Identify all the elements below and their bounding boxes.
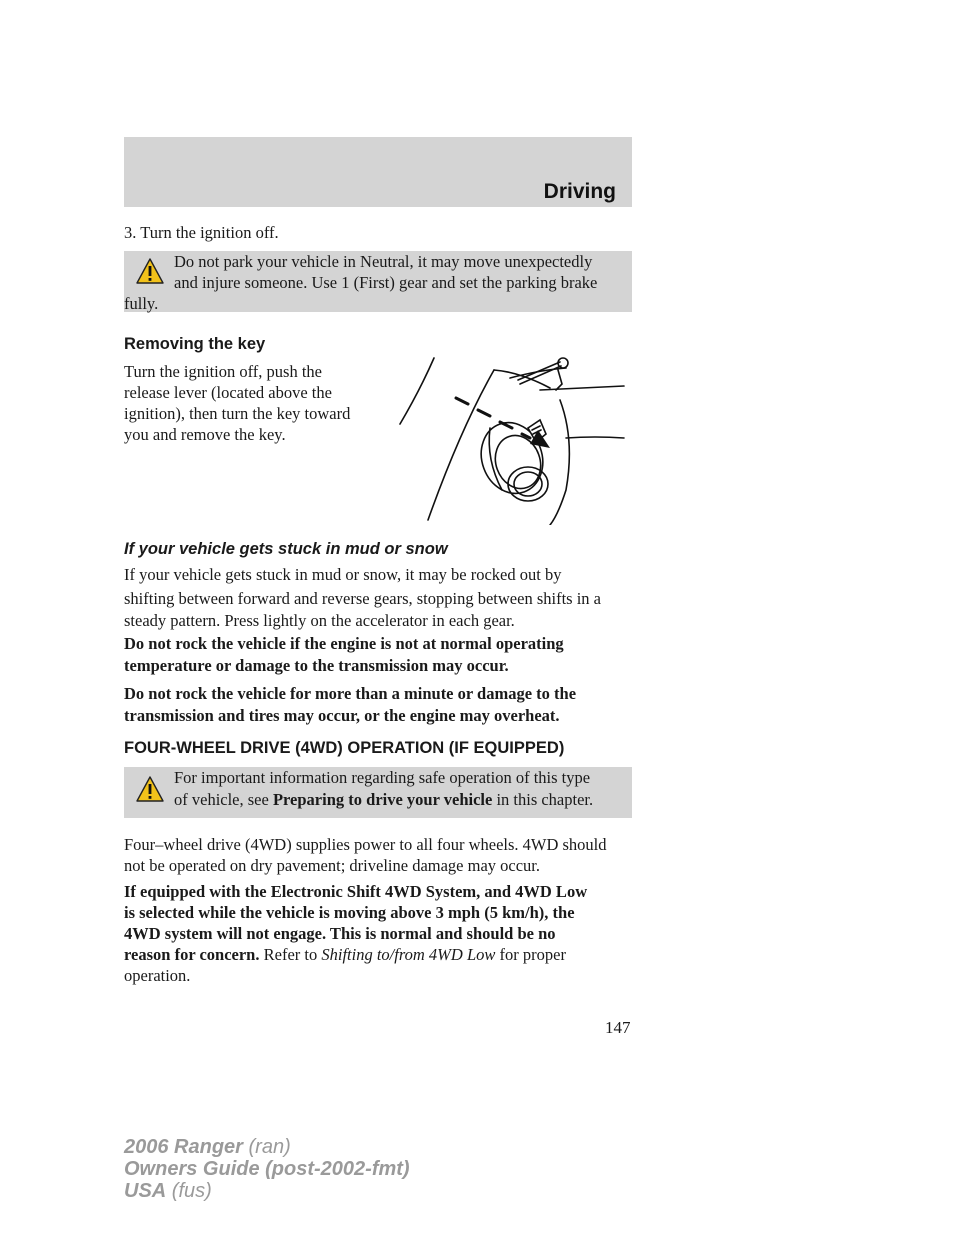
step-3-text: 3. Turn the ignition off. — [124, 223, 279, 242]
warning-line: and injure someone. Use 1 (First) gear and set the parking brake — [174, 273, 598, 292]
text: for proper — [495, 945, 566, 964]
bold-paragraph-line: 4WD system will not engage. This is normal and should be no — [124, 924, 556, 943]
footer-market — [124, 1180, 212, 1202]
bold-paragraph-line: If equipped with the Electronic Shift 4WD System, and 4WD Low — [124, 882, 588, 901]
warning-line — [174, 789, 593, 811]
footer-model — [124, 1136, 291, 1158]
footer-model-code: (ran) — [242, 1136, 291, 1158]
paragraph-line: Turn the ignition off, push the — [124, 362, 323, 381]
footer-guide-name: Owners Guide (post-2002-fmt) — [124, 1158, 410, 1180]
section-heading-removing-key: Removing the key — [124, 335, 266, 353]
footer-model-name: 2006 Ranger — [124, 1136, 243, 1158]
section-title: Driving — [543, 180, 616, 203]
warning-triangle-icon — [136, 776, 164, 802]
bold-paragraph-line: is selected while the vehicle is moving above 3 mph (5 km/h), the — [124, 903, 575, 922]
paragraph-line: shifting between forward and reverse gears, stopping between shifts in a — [124, 589, 601, 608]
bold-warning-line: Do not rock the vehicle if the engine is not at normal operating — [124, 634, 564, 653]
footer-guide — [124, 1158, 410, 1180]
paragraph-line: operation. — [124, 966, 191, 985]
paragraph-line: you and remove the key. — [124, 425, 286, 444]
warning-text: in this chapter. — [492, 790, 594, 809]
page-number: 147 — [605, 1018, 631, 1037]
warning-triangle-icon — [136, 258, 164, 284]
warning-line: For important information regarding safe operation of this type — [174, 768, 591, 787]
footer-market-name: USA — [124, 1180, 167, 1202]
bold-warning-line: Do not rock the vehicle for more than a minute or damage to the — [124, 684, 577, 703]
warning-text: of vehicle, see — [174, 790, 273, 809]
bold-text: reason for concern. — [124, 945, 260, 964]
text: Refer to — [259, 945, 322, 964]
paragraph-line: If your vehicle gets stuck in mud or snow, it may be rocked out by — [124, 565, 562, 584]
cross-reference: Shifting to/from 4WD Low — [321, 945, 496, 964]
ignition-key-removal-illustration — [390, 350, 630, 525]
section-heading-stuck: If your vehicle gets stuck in mud or snow — [124, 540, 448, 558]
bold-warning-line: transmission and tires may occur, or the engine may overheat. — [124, 706, 560, 725]
paragraph-line: release lever (located above the — [124, 383, 332, 402]
cross-reference: Preparing to drive your vehicle — [272, 790, 493, 809]
paragraph-line: not be operated on dry pavement; driveline damage may occur. — [124, 856, 541, 875]
paragraph-line — [124, 944, 566, 966]
bold-warning-line: temperature or damage to the transmission may occur. — [124, 656, 509, 675]
paragraph-line: steady pattern. Press lightly on the accelerator in each gear. — [124, 611, 515, 630]
section-heading-4wd: FOUR-WHEEL DRIVE (4WD) OPERATION (IF EQUIPPED) — [124, 739, 565, 757]
warning-line: Do not park your vehicle in Neutral, it may move unexpectedly — [174, 252, 593, 271]
paragraph-line: ignition), then turn the key toward — [124, 404, 351, 423]
footer-market-code: (fus) — [166, 1180, 212, 1202]
paragraph-line: Four–wheel drive (4WD) supplies power to all four wheels. 4WD should — [124, 835, 607, 854]
warning-line: fully. — [124, 294, 159, 313]
